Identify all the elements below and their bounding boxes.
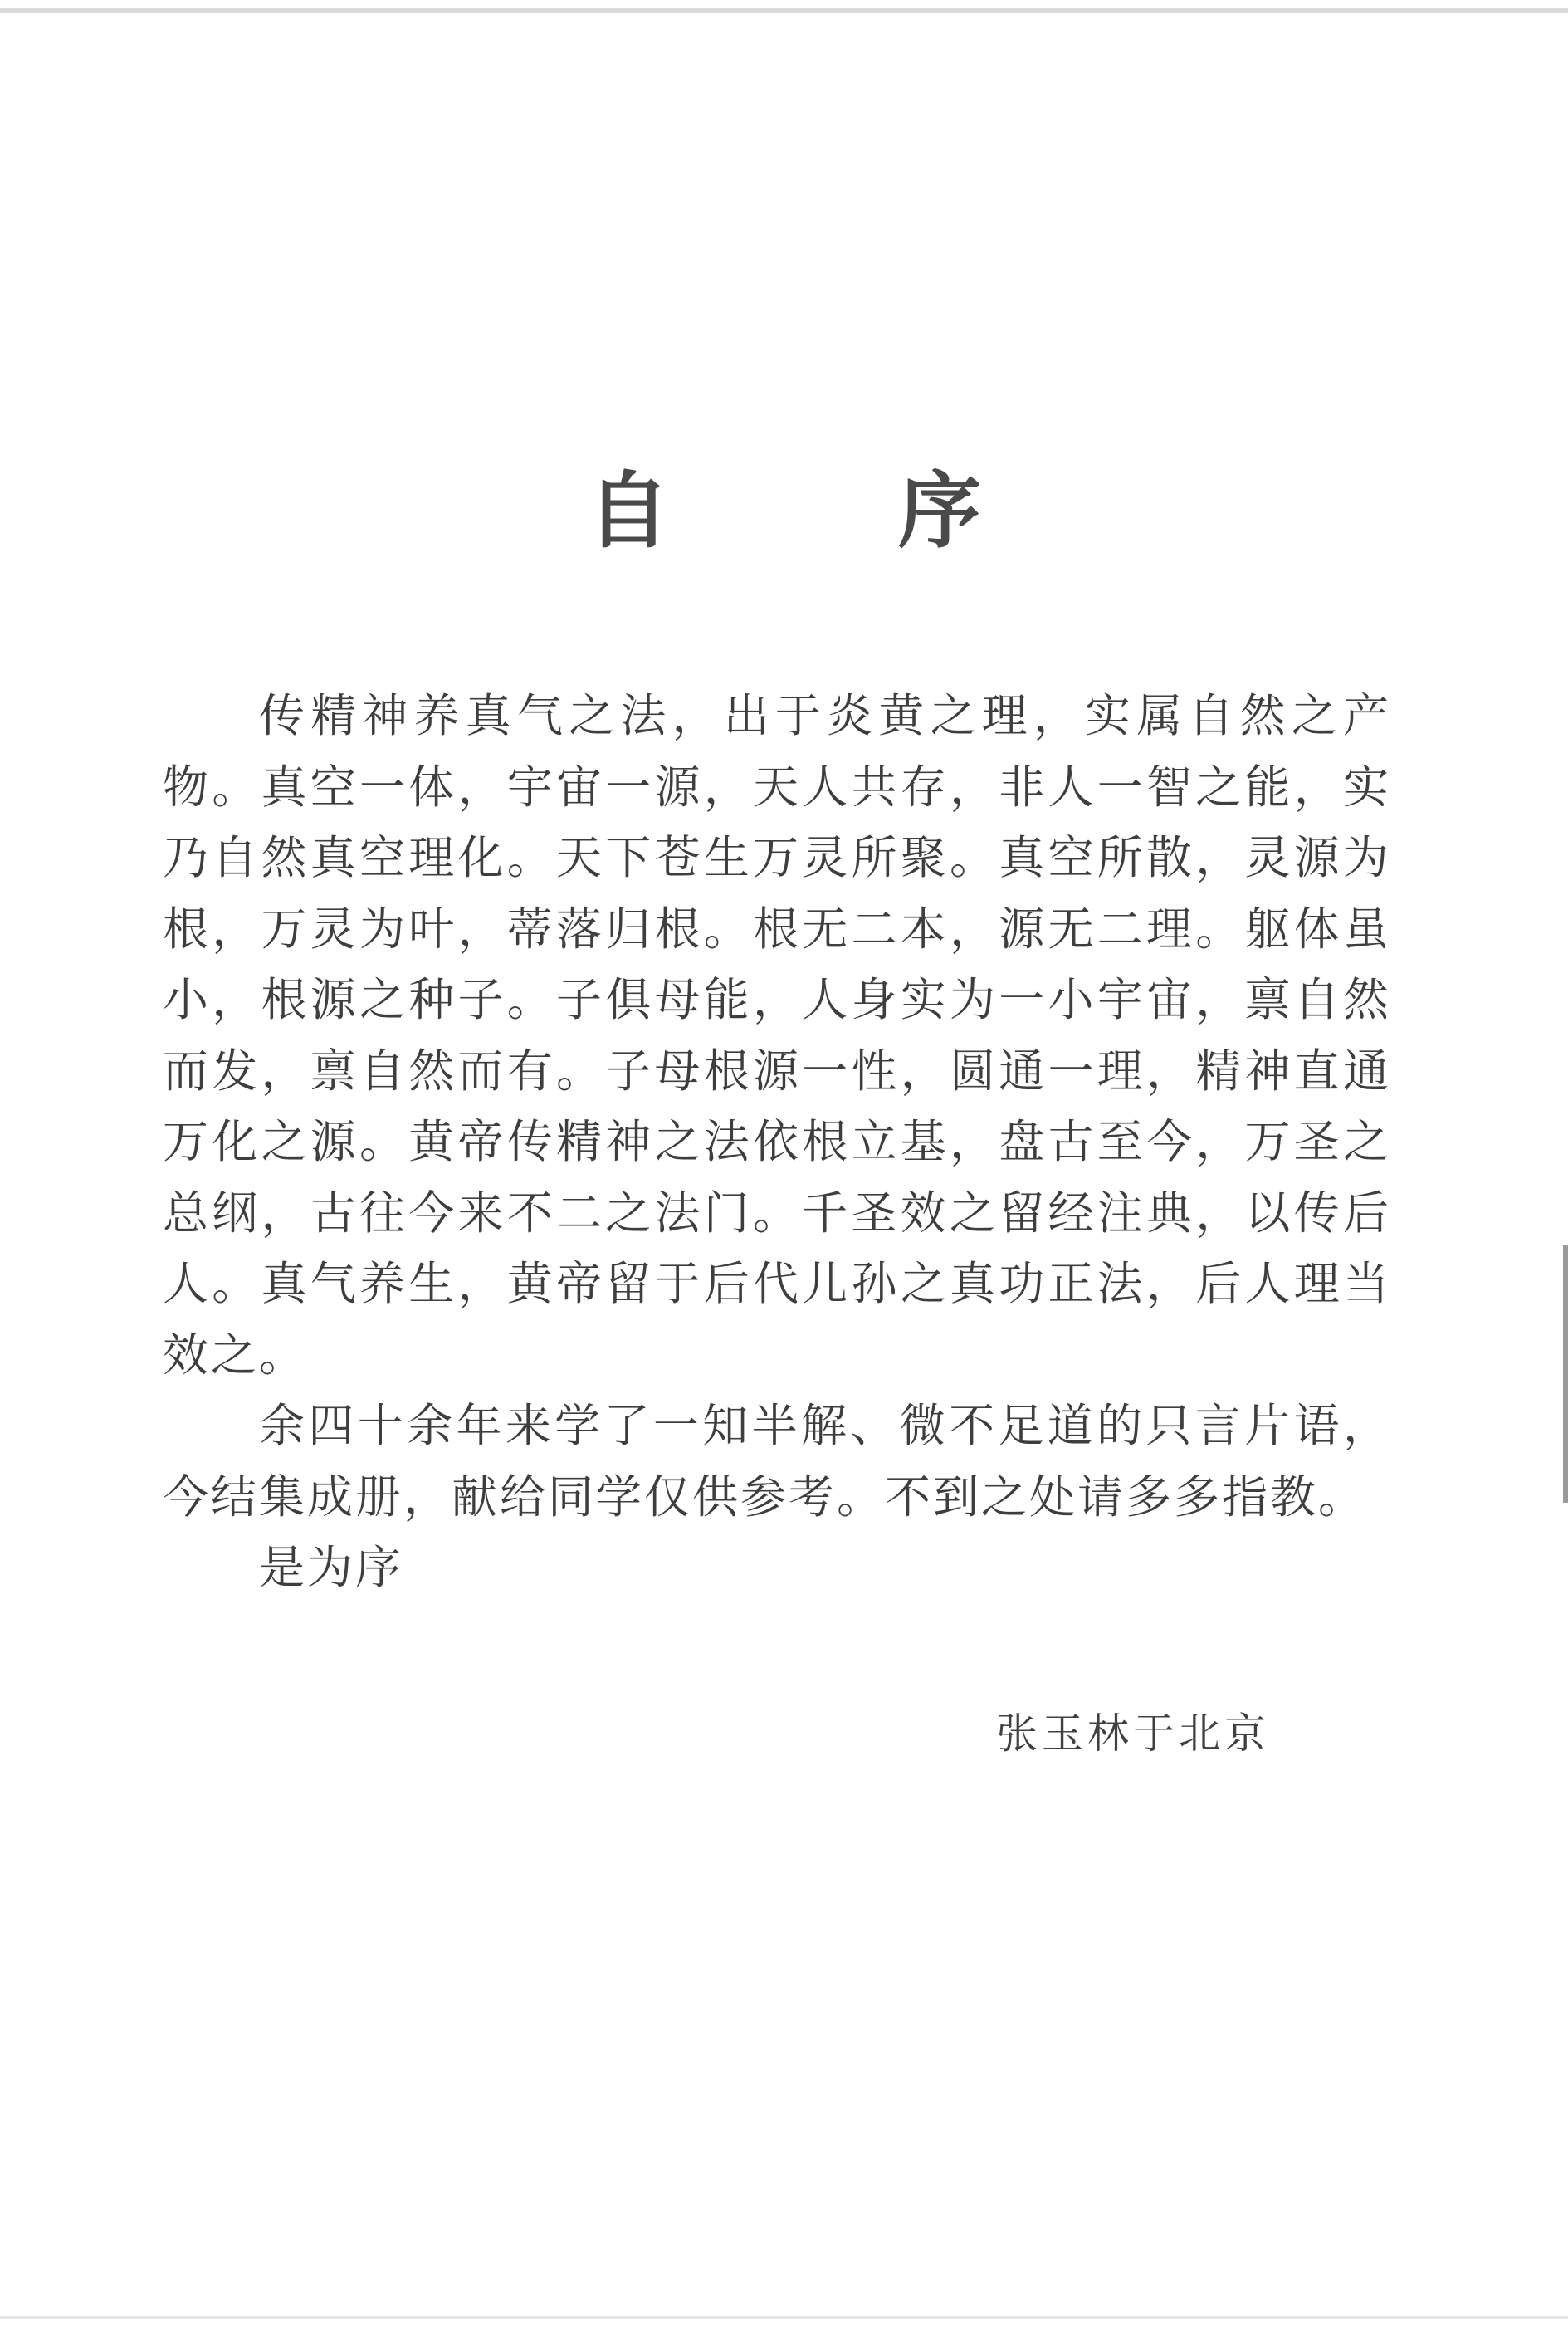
page-title: 自 序: [587, 462, 1081, 560]
bottom-scan-edge: [0, 2316, 1568, 2319]
paragraph-2: 余四十余年来学了一知半解、微不足道的只言片语，今结集成册，献给同学仅供参考。不到之处请多多指教。: [163, 1399, 1391, 1524]
right-scan-edge: [1563, 1245, 1568, 1503]
preface-body: [163, 681, 1391, 1604]
paragraph-3: 是为序: [259, 1541, 404, 1594]
paragraph-1: 传精神养真气之法，出于炎黄之理，实属自然之产物。真空一体，宇宙一源，天人共存，非人一智之能，实乃自然真空理化。天下苍生万灵所聚。真空所散，灵源为根，万灵为叶，蒂落归根。根无二本，源无二理。躯体虽小，根源之种子。子俱母能，人身实为一小宇宙，禀自然而发，禀自然而有。子母根源一性，圆通一理，精神直通万化之源。黄帝传精神之法依根立基，盘古至今，万圣之总纲，古往今来不二之法门。千圣效之留经注典，以传后人。真气养生，黄帝留于后代儿孙之真功正法，后人理当效之。: [163, 689, 1391, 1382]
author-signature: 张玉林于北京: [996, 1709, 1270, 1758]
top-scan-edge: [0, 8, 1568, 13]
